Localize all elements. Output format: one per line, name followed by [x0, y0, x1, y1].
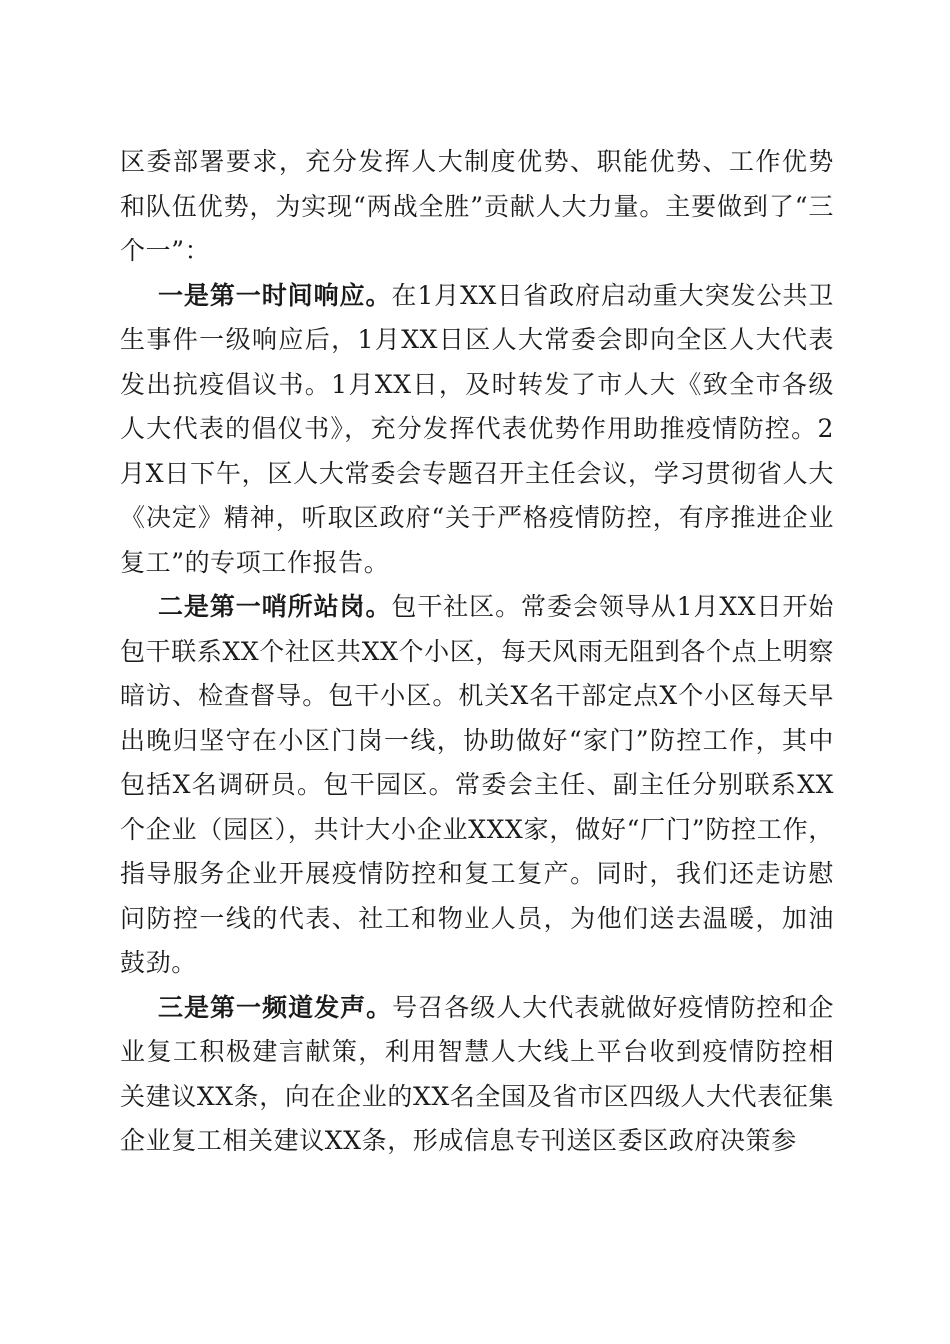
paragraph-intro — [120, 140, 834, 274]
paragraph-first-post-text: 包干社区。常委会领导从1月XX日开始包干联系XX个社区共XX个小区，每天风雨无阻到各个点上明察暗访、检查督导。包干小区。机关X名干部定点X个小区每天早出晚归坚守在小区门岗一线，协助做好“家门”防控工作，其中包括X名调研员。包干园区。常委会主任、副主任分别联系XX个企业（园区），共计大小企业XXX家，做好“厂门”防控工作，指导服务企业开展疫情防控和复工复产。同时，我们还走访慰问防控一线的代表、社工和物业人员，为他们送去温暖，加油鼓劲。 — [120, 592, 834, 977]
paragraph-intro-text: 区委部署要求，充分发挥人大制度优势、职能优势、工作优势和队伍优势，为实现“两战全胜”贡献人大力量。主要做到了“三个一”： — [120, 147, 834, 265]
paragraph-first-channel-heading: 三是第一频道发声。 — [158, 992, 393, 1022]
paragraph-first-post-heading: 二是第一哨所站岗。 — [158, 592, 392, 621]
paragraph-first-response — [120, 274, 834, 586]
paragraph-first-channel-text: 号召各级人大代表就做好疫情防控和企业复工积极建言献策，利用智慧人大线上平台收到疫情防控相关建议XX条，向在企业的XX名全国及省市区四级人大代表征集企业复工相关建议XX条，形成信息专刊送区委区政府决策参 — [120, 992, 835, 1155]
paragraph-first-post — [120, 585, 834, 986]
document-body — [120, 140, 834, 1164]
paragraph-first-response-text: 在1月XX日省政府启动重大突发公共卫生事件一级响应后，1月XX日区人大常委会即向全区人大代表发出抗疫倡议书。1月XX日，及时转发了市人大《致全市各级人大代表的倡仪书》，充分发挥代表优势作用助推疫情防控。2月X日下午，区人大常委会专题召开主任会议，学习贯彻省人大《决定》精神，听取区政府“关于严格疫情防控，有序推进企业复工”的专项工作报告。 — [120, 280, 834, 577]
paragraph-first-response-heading: 一是第一时间响应。 — [158, 280, 392, 310]
paragraph-first-channel — [120, 986, 834, 1164]
